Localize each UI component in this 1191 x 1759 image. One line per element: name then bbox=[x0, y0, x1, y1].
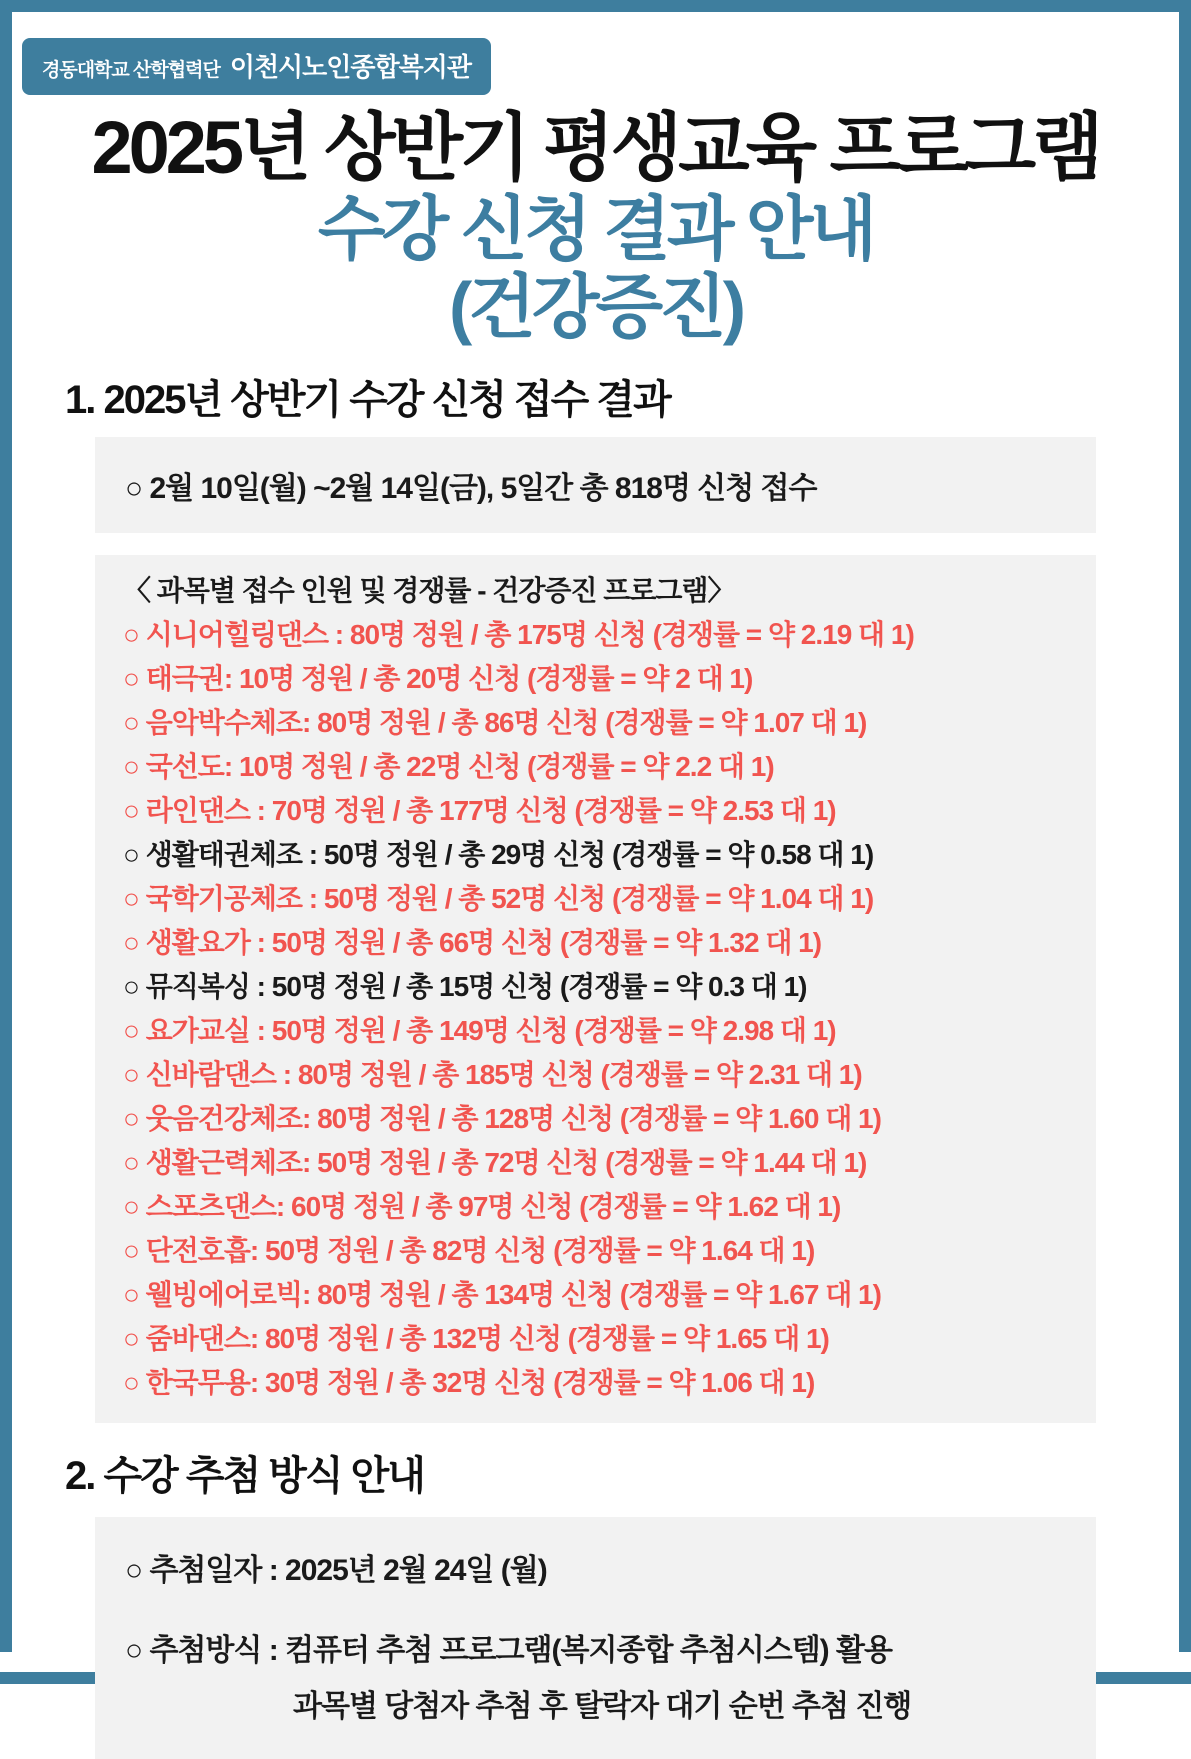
program-list-item: ○ 생활근력체조: 50명 정원 / 총 72명 신청 (경쟁률 = 약 1.44 대 1) bbox=[123, 1146, 867, 1178]
section1-summary-text: ○ 2월 10일(월) ~2월 14일(금), 5일간 총 818명 신청 접수 bbox=[125, 471, 817, 505]
program-list-item: ○ 라인댄스 : 70명 정원 / 총 177명 신청 (경쟁률 = 약 2.53 대 1) bbox=[123, 794, 836, 826]
page-title bbox=[0, 107, 1191, 347]
program-list-item: ○ 신바람댄스 : 80명 정원 / 총 185명 신청 (경쟁률 = 약 2.31 대 1) bbox=[123, 1058, 862, 1090]
program-list-item: ○ 뮤직복싱 : 50명 정원 / 총 15명 신청 (경쟁률 = 약 0.3 대 1) bbox=[123, 970, 807, 1002]
section2-heading: 2. 수강 추첨 방식 안내 bbox=[65, 1453, 424, 1498]
program-list-item: ○ 국학기공체조 : 50명 정원 / 총 52명 신청 (경쟁률 = 약 1.04 대 1) bbox=[123, 882, 874, 914]
section1-heading: 1. 2025년 상반기 수강 신청 접수 결과 bbox=[65, 377, 670, 422]
lottery-date-line: ○ 추첨일자 : 2025년 2월 24일 (월) bbox=[125, 1553, 547, 1587]
program-list-item: ○ 생활태권체조 : 50명 정원 / 총 29명 신청 (경쟁률 = 약 0.58 대 1) bbox=[123, 838, 874, 870]
program-list-item: ○ 요가교실 : 50명 정원 / 총 149명 신청 (경쟁률 = 약 2.98 대 1) bbox=[123, 1014, 836, 1046]
program-list-box bbox=[95, 555, 1096, 1423]
lottery-method-continued-line: 과목별 당첨자 추첨 후 탈락자 대기 순번 추첨 진행 bbox=[293, 1689, 912, 1723]
program-list-item: ○ 국선도: 10명 정원 / 총 22명 신청 (경쟁률 = 약 2.2 대 1) bbox=[123, 750, 774, 782]
lottery-info-box bbox=[95, 1517, 1096, 1759]
program-list-item: ○ 시니어힐링댄스 : 80명 정원 / 총 175명 신청 (경쟁률 = 약 2.19 대 1) bbox=[123, 618, 914, 650]
section1-summary-box bbox=[95, 437, 1096, 533]
program-list-item: ○ 줌바댄스: 80명 정원 / 총 132명 신청 (경쟁률 = 약 1.65 대 1) bbox=[123, 1322, 829, 1354]
page-title-line2: 수강 신청 결과 안내 bbox=[317, 189, 874, 268]
program-list-item: ○ 생활요가 : 50명 정원 / 총 66명 신청 (경쟁률 = 약 1.32 대 1) bbox=[123, 926, 822, 958]
page-title-line3: (건강증진) bbox=[448, 268, 743, 347]
program-list bbox=[123, 613, 1068, 1405]
program-list-item: ○ 웰빙에어로빅: 80명 정원 / 총 134명 신청 (경쟁률 = 약 1.67 대 1) bbox=[123, 1278, 881, 1310]
organization-badge bbox=[22, 38, 491, 95]
program-list-item: ○ 단전호흡: 50명 정원 / 총 82명 신청 (경쟁률 = 약 1.64 대 1) bbox=[123, 1234, 815, 1266]
lottery-method-line: ○ 추첨방식 : 컴퓨터 추첨 프로그램(복지종합 추첨시스템) 활용 bbox=[125, 1633, 892, 1667]
program-list-header: 〈 과목별 접수 인원 및 경쟁률 - 건강증진 프로그램〉 bbox=[123, 574, 735, 606]
program-list-item: ○ 음악박수체조: 80명 정원 / 총 86명 신청 (경쟁률 = 약 1.07 대 1) bbox=[123, 706, 867, 738]
program-list-item: ○ 한국무용: 30명 정원 / 총 32명 신청 (경쟁률 = 약 1.06 대 1) bbox=[123, 1366, 815, 1398]
program-list-item: ○ 웃음건강체조: 80명 정원 / 총 128명 신청 (경쟁률 = 약 1.60 대 1) bbox=[123, 1102, 881, 1134]
program-list-item: ○ 스포츠댄스: 60명 정원 / 총 97명 신청 (경쟁률 = 약 1.62 대 1) bbox=[123, 1190, 841, 1222]
page-title-line1: 2025년 상반기 평생교육 프로그램 bbox=[91, 106, 1100, 189]
program-list-item: ○ 태극권: 10명 정원 / 총 20명 신청 (경쟁률 = 약 2 대 1) bbox=[123, 662, 753, 694]
organization-name-large: 이천시노인종합복지관 bbox=[229, 52, 471, 82]
organization-name-small: 경동대학교 산학협력단 bbox=[42, 60, 220, 81]
